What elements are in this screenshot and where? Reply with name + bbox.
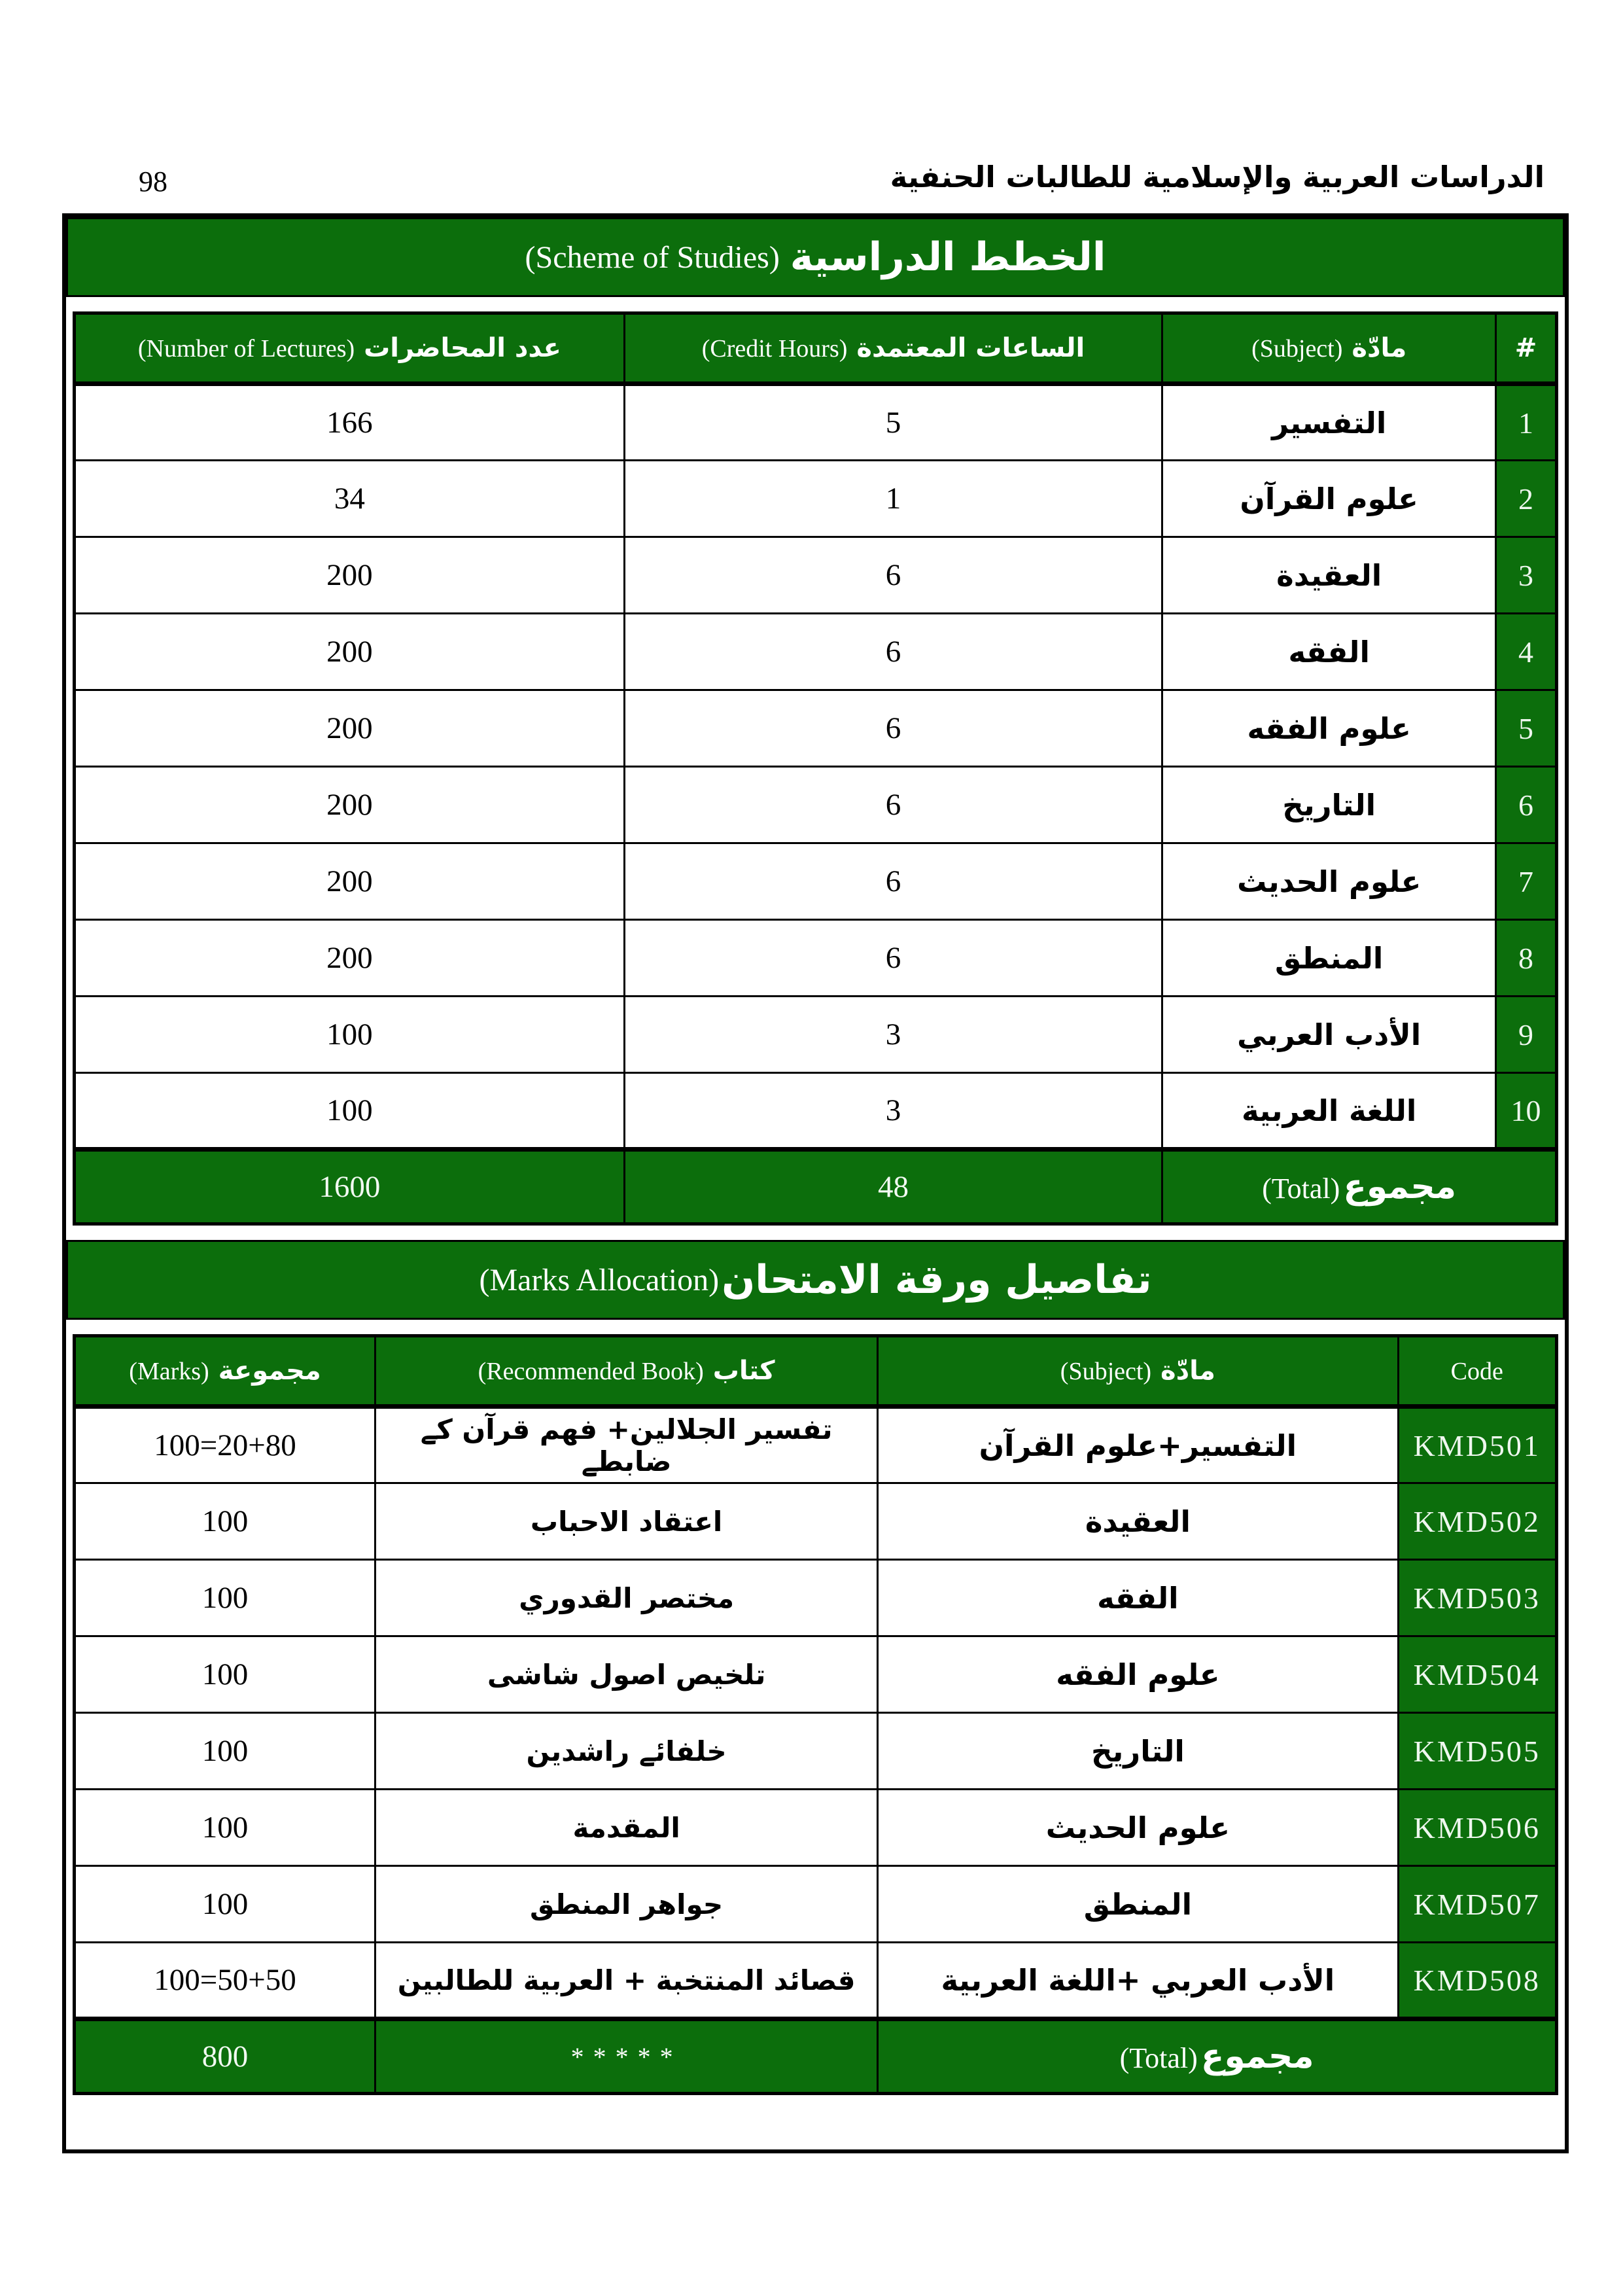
subject-cell: العقيدة bbox=[878, 1483, 1398, 1560]
subject-header-arabic: مادّة bbox=[1161, 1356, 1215, 1386]
marks-cell: 100 bbox=[75, 1866, 375, 1943]
code-cell: KMD508 bbox=[1398, 1943, 1556, 2019]
marks-table-wrap bbox=[73, 1334, 1558, 2095]
subject-cell: علوم الحديث bbox=[1162, 843, 1496, 920]
row-number: 4 bbox=[1496, 614, 1557, 690]
row-number: 3 bbox=[1496, 537, 1557, 614]
subject-cell: التاريخ bbox=[1162, 767, 1496, 843]
column-header-code bbox=[1398, 1336, 1556, 1407]
subject-header-english: (Subject) bbox=[1060, 1358, 1152, 1385]
code-cell: KMD501 bbox=[1398, 1407, 1556, 1483]
column-header-num: # bbox=[1496, 313, 1557, 384]
credit-hours-cell: 6 bbox=[624, 614, 1162, 690]
marks-header-english: (Marks) bbox=[129, 1358, 209, 1385]
table-row bbox=[75, 461, 1557, 537]
column-header-credit-hours bbox=[624, 313, 1162, 384]
content-board bbox=[62, 213, 1569, 2153]
subject-cell: المنطق bbox=[1162, 920, 1496, 997]
code-header-english: Code bbox=[1450, 1358, 1503, 1385]
marks-banner bbox=[66, 1240, 1565, 1320]
row-number: 1 bbox=[1496, 384, 1557, 461]
marks-total-row bbox=[75, 2019, 1557, 2094]
marks-header-arabic: مجموعة bbox=[218, 1356, 321, 1386]
table-row bbox=[75, 1636, 1557, 1713]
table-row bbox=[75, 997, 1557, 1073]
code-cell: KMD504 bbox=[1398, 1636, 1556, 1713]
book-cell: جواهر المنطق bbox=[375, 1866, 878, 1943]
credit-hours-cell: 3 bbox=[624, 1073, 1162, 1150]
credit-hours-cell: 6 bbox=[624, 690, 1162, 767]
total-lectures: 1600 bbox=[75, 1150, 625, 1224]
lectures-cell: 200 bbox=[75, 920, 625, 997]
row-number: 9 bbox=[1496, 997, 1557, 1073]
credit-hours-cell: 1 bbox=[624, 461, 1162, 537]
subject-cell: علوم القرآن bbox=[1162, 461, 1496, 537]
lectures-cell: 200 bbox=[75, 614, 625, 690]
credit-hours-cell: 6 bbox=[624, 920, 1162, 997]
row-number: 10 bbox=[1496, 1073, 1557, 1150]
marks-cell: 100 bbox=[75, 1483, 375, 1560]
total-label-english: (Total) bbox=[1262, 1173, 1340, 1205]
credit-hours-cell: 5 bbox=[624, 384, 1162, 461]
book-cell: اعتقاد الاحباب bbox=[375, 1483, 878, 1560]
lectures-cell: 200 bbox=[75, 767, 625, 843]
scheme-header-row bbox=[75, 313, 1557, 384]
credit-header-arabic: الساعات المعتمدة bbox=[856, 333, 1085, 363]
lectures-cell: 34 bbox=[75, 461, 625, 537]
total-label-cell bbox=[878, 2019, 1557, 2094]
table-row bbox=[75, 537, 1557, 614]
book-cell: تلخيص اصول شاشی bbox=[375, 1636, 878, 1713]
lectures-cell: 100 bbox=[75, 1073, 625, 1150]
subject-cell: العقيدة bbox=[1162, 537, 1496, 614]
marks-cell: 100 bbox=[75, 1790, 375, 1866]
subject-cell: اللغة العربية bbox=[1162, 1073, 1496, 1150]
lectures-cell: 100 bbox=[75, 997, 625, 1073]
table-row bbox=[75, 1483, 1557, 1560]
row-number: 7 bbox=[1496, 843, 1557, 920]
code-cell: KMD505 bbox=[1398, 1713, 1556, 1790]
column-header-marks bbox=[75, 1336, 375, 1407]
table-row bbox=[75, 1073, 1557, 1150]
credit-header-english: (Credit Hours) bbox=[701, 335, 848, 362]
lectures-cell: 200 bbox=[75, 843, 625, 920]
subject-cell: التاريخ bbox=[878, 1713, 1398, 1790]
subject-header-arabic: مادّة bbox=[1352, 333, 1407, 363]
table-row bbox=[75, 1713, 1557, 1790]
table-row bbox=[75, 690, 1557, 767]
code-cell: KMD506 bbox=[1398, 1790, 1556, 1866]
running-head bbox=[0, 0, 1623, 196]
subject-cell: التفسير+علوم القرآن bbox=[878, 1407, 1398, 1483]
column-header-subject bbox=[1162, 313, 1496, 384]
total-label-arabic: مجموع bbox=[1200, 2037, 1314, 2076]
code-cell: KMD507 bbox=[1398, 1866, 1556, 1943]
subject-cell: الفقه bbox=[1162, 614, 1496, 690]
total-marks: 800 bbox=[75, 2019, 375, 2094]
book-cell: خلفائے راشدين bbox=[375, 1713, 878, 1790]
marks-cell: 100 bbox=[75, 1636, 375, 1713]
total-credit-hours: 48 bbox=[624, 1150, 1162, 1224]
table-row bbox=[75, 920, 1557, 997]
credit-hours-cell: 6 bbox=[624, 767, 1162, 843]
lectures-header-arabic: عدد المحاضرات bbox=[364, 333, 561, 363]
table-row bbox=[75, 1407, 1557, 1483]
subject-cell: علوم الفقه bbox=[878, 1636, 1398, 1713]
book-header-english: (Recommended Book) bbox=[478, 1358, 704, 1385]
marks-banner-english: (Marks Allocation) bbox=[479, 1262, 720, 1298]
column-header-subject bbox=[878, 1336, 1398, 1407]
subject-cell: الفقه bbox=[878, 1560, 1398, 1636]
code-cell: KMD502 bbox=[1398, 1483, 1556, 1560]
table-row bbox=[75, 843, 1557, 920]
book-cell: قصائد المنتخبة + العربية للطالبين bbox=[375, 1943, 878, 2019]
credit-hours-cell: 6 bbox=[624, 843, 1162, 920]
subject-header-english: (Subject) bbox=[1251, 335, 1343, 362]
table-row bbox=[75, 1943, 1557, 2019]
marks-table bbox=[73, 1334, 1558, 2095]
marks-cell: 100=20+80 bbox=[75, 1407, 375, 1483]
scheme-banner-arabic: الخطط الدراسية bbox=[790, 234, 1106, 280]
marks-cell: 100=50+50 bbox=[75, 1943, 375, 2019]
lectures-cell: 166 bbox=[75, 384, 625, 461]
lectures-cell: 200 bbox=[75, 537, 625, 614]
row-number: 8 bbox=[1496, 920, 1557, 997]
marks-header-row bbox=[75, 1336, 1557, 1407]
page-number: 98 bbox=[139, 166, 167, 198]
row-number: 5 bbox=[1496, 690, 1557, 767]
subject-cell: علوم الحديث bbox=[878, 1790, 1398, 1866]
book-cell: تفسير الجلالين+ فهم قرآن کے ضابطے bbox=[375, 1407, 878, 1483]
table-row bbox=[75, 1790, 1557, 1866]
total-label-cell bbox=[1162, 1150, 1557, 1224]
lectures-cell: 200 bbox=[75, 690, 625, 767]
subject-cell: الأدب العربي bbox=[1162, 997, 1496, 1073]
subject-cell: التفسير bbox=[1162, 384, 1496, 461]
page-title: الدراسات العربية والإسلامية للطالبات الحنفية bbox=[890, 159, 1544, 194]
credit-hours-cell: 3 bbox=[624, 997, 1162, 1073]
subject-cell: علوم الفقه bbox=[1162, 690, 1496, 767]
marks-cell: 100 bbox=[75, 1713, 375, 1790]
code-cell: KMD503 bbox=[1398, 1560, 1556, 1636]
credit-hours-cell: 6 bbox=[624, 537, 1162, 614]
scheme-table-wrap bbox=[73, 311, 1558, 1226]
column-header-book bbox=[375, 1336, 878, 1407]
total-label-english: (Total) bbox=[1119, 2042, 1198, 2074]
table-row bbox=[75, 1866, 1557, 1943]
scheme-banner-english: (Scheme of Studies) bbox=[525, 239, 780, 275]
row-number: 2 bbox=[1496, 461, 1557, 537]
book-cell: المقدمة bbox=[375, 1790, 878, 1866]
table-row bbox=[75, 767, 1557, 843]
scheme-total-row bbox=[75, 1150, 1557, 1224]
total-label-arabic: مجموع bbox=[1343, 1167, 1457, 1207]
table-row bbox=[75, 384, 1557, 461]
marks-banner-arabic: تفاصيل ورقة الامتحان bbox=[722, 1257, 1152, 1303]
table-row bbox=[75, 1560, 1557, 1636]
total-book-placeholder: ***** bbox=[375, 2019, 878, 2094]
lectures-header-english: (Number of Lectures) bbox=[137, 335, 355, 362]
row-number: 6 bbox=[1496, 767, 1557, 843]
marks-cell: 100 bbox=[75, 1560, 375, 1636]
scheme-table bbox=[73, 311, 1558, 1226]
table-row bbox=[75, 614, 1557, 690]
scheme-banner bbox=[66, 217, 1565, 297]
subject-cell: الأدب العربي +اللغة العربية bbox=[878, 1943, 1398, 2019]
subject-cell: المنطق bbox=[878, 1866, 1398, 1943]
book-header-arabic: كتاب bbox=[712, 1356, 775, 1386]
book-cell: مختصر القدوري bbox=[375, 1560, 878, 1636]
column-header-lectures bbox=[75, 313, 625, 384]
